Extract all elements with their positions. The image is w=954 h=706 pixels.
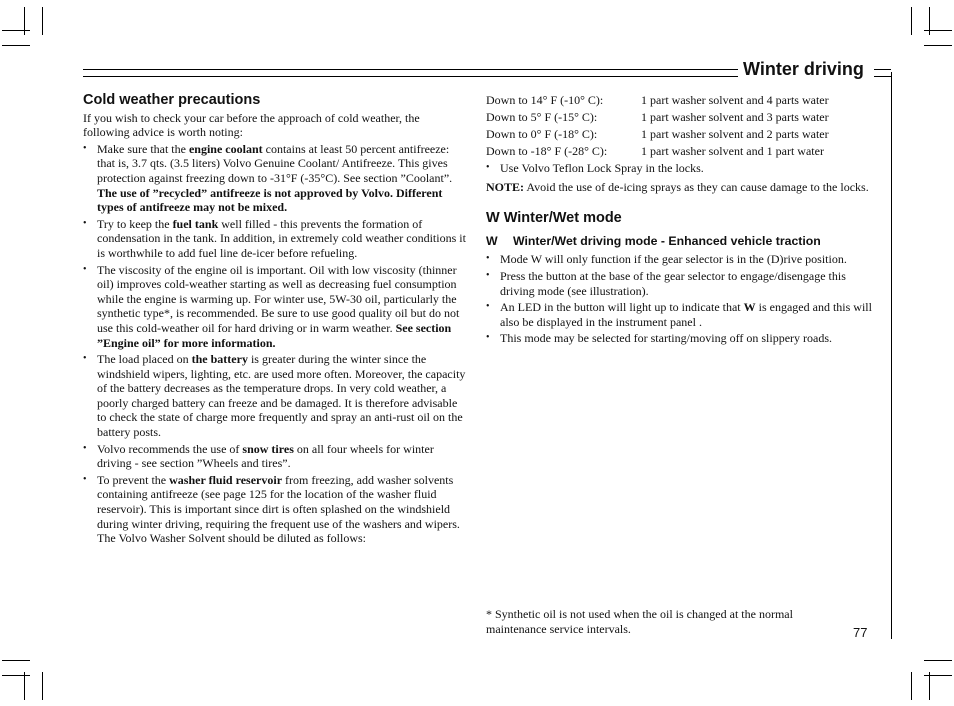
mode-sub-text: Winter/Wet driving mode - Enhanced vehicle traction [513, 233, 821, 248]
bold-text: engine coolant [188, 141, 263, 156]
header-rule-right [874, 69, 891, 77]
note-label: NOTE: [486, 179, 525, 194]
list-item [83, 473, 467, 546]
section-heading: Cold weather precautions [83, 92, 261, 108]
mode-heading: W Winter/Wet mode [486, 210, 622, 227]
precautions-list [83, 142, 467, 546]
list-item [486, 269, 874, 298]
bullet-icon: • [83, 217, 87, 229]
bold-text: W [743, 300, 756, 315]
note-text: Avoid the use of de-icing sprays as they can cause damage to the locks. [524, 179, 869, 194]
ratio-cell: 1 part washer solvent and 2 parts water [641, 126, 829, 141]
temp-cell: Down to 5° F (-15° C): [486, 109, 598, 124]
bullet-icon: • [486, 253, 490, 265]
list-text: To prevent the [97, 472, 170, 487]
bullet-icon: • [486, 332, 490, 344]
bullet-icon: • [83, 353, 87, 365]
ratio-cell: 1 part washer solvent and 3 parts water [641, 109, 829, 124]
list-item [486, 331, 874, 346]
crop-mark [929, 7, 930, 35]
list-item [486, 252, 874, 267]
crop-mark [924, 660, 952, 661]
mode-sub-key: W [486, 233, 498, 248]
crop-mark [911, 672, 912, 700]
bullet-icon: • [83, 263, 87, 275]
list-item [83, 352, 467, 440]
lock-bullet-text: Use Volvo Teflon Lock Spray in the locks. [500, 160, 704, 175]
page-number: 77 [853, 625, 868, 640]
right-column [486, 93, 874, 346]
footnote: * Synthetic oil is not used when the oil is changed at the normal maintenance service intervals. [486, 607, 793, 636]
list-item [83, 263, 467, 351]
list-text: well filled - this prevents the formation of condensation in the tank. In addition, in extremely cold weather conditions it is worthwhile to add fuel line de-icer before refueling. [97, 216, 466, 260]
crop-mark [2, 660, 30, 661]
lock-list [486, 161, 874, 176]
temp-cell: Down to -18° F (-28° C): [486, 143, 608, 158]
list-item [83, 442, 467, 471]
table-row [486, 93, 874, 108]
list-item [486, 161, 874, 176]
list-text: Press the button at the base of the gear selector to engage/disengage this driving mode (see illustration). [500, 268, 846, 298]
left-column [83, 93, 467, 546]
note-paragraph [486, 180, 874, 195]
list-text: This mode may be selected for starting/moving off on slippery roads. [500, 331, 833, 346]
table-row [486, 110, 874, 125]
temp-cell: Down to 0° F (-18° C): [486, 126, 598, 141]
bullet-icon: • [83, 142, 87, 154]
list-text: from freezing, add washer solvents containing antifreeze (see page 125 for the location of the washer fluid reservoir). This is important since dirt is often splashed on the windshield during winter driving, requiring the frequent use of the washers and wipers. The Volvo Washer Solvent should be diluted as follows: [97, 472, 460, 546]
header-rule [83, 69, 738, 77]
bold-text: fuel tank [172, 216, 219, 231]
list-text: is engaged and this will also be displayed in the instrument panel . [500, 300, 872, 329]
bold-text: the battery [191, 352, 248, 367]
list-text: contains at least 50 percent antifreeze: that is, 3.7 qts. (3.5 liters) Volvo Genuine Coolant/ Antifreeze. This gives protection against freezing down to -31°F (-35°C). See section ”Coolant”. [97, 141, 453, 185]
list-text: Mode W will only function if the gear selector is in the (D)rive position. [500, 252, 847, 267]
list-text: The viscosity of the engine oil is important. Oil with low viscosity (thinner oil) improves cold-weather starting as well as decreasing fuel consumption while the engine is warming up. For winter use, 5W-30 oil, particularly the synthetic type*, is recommended. Be sure to use good quality oil but do not use this cold-weather oil for hard driving or in warm weather. [97, 262, 460, 335]
crop-mark [2, 30, 30, 31]
list-text: An LED in the button will light up to indicate that [500, 300, 744, 315]
page-title: Winter driving [743, 59, 864, 79]
crop-mark [929, 672, 930, 700]
bullet-icon: • [486, 301, 490, 313]
bullet-icon: • [83, 442, 87, 454]
list-text: Try to keep the [97, 216, 173, 231]
crop-mark [2, 675, 30, 676]
temp-cell: Down to 14° F (-10° C): [486, 93, 604, 107]
list-item [83, 217, 467, 261]
bold-text: See section ”Engine oil” for more information. [97, 320, 452, 350]
right-margin-line [891, 72, 892, 639]
bullet-icon: • [83, 473, 87, 485]
dilution-table [486, 93, 874, 159]
crop-mark [42, 7, 43, 35]
mode-list [486, 252, 874, 346]
ratio-cell: 1 part washer solvent and 1 part water [641, 143, 824, 158]
bold-text: snow tires [242, 441, 294, 456]
bold-text: The use of ”recycled” antifreeze is not approved by Volvo. Different types of antifreeze may not be mixed. [97, 185, 443, 215]
crop-mark [911, 7, 912, 35]
list-text: on all four wheels for winter driving - see section ”Wheels and tires”. [97, 441, 434, 471]
bullet-icon: • [486, 269, 490, 281]
table-row [486, 144, 874, 159]
list-item [486, 300, 874, 329]
intro-paragraph: If you wish to check your car before the approach of cold weather, the following advice is worth noting: [83, 110, 420, 140]
crop-mark [42, 672, 43, 700]
crop-mark [924, 45, 952, 46]
list-item [83, 142, 467, 215]
crop-mark [24, 672, 25, 700]
list-text: Volvo recommends the use of [97, 441, 243, 456]
bullet-icon: • [486, 161, 490, 173]
list-text: Make sure that the [97, 141, 189, 156]
mode-subheading [486, 234, 874, 249]
list-text: The load placed on [97, 352, 192, 367]
crop-mark [2, 45, 30, 46]
bold-text: washer fluid reservoir [169, 472, 283, 487]
list-text: is greater during the winter since the windshield wipers, lighting, etc. are used more often. Moreover, the capacity of the battery decreases as the temperature drops. In very cold weather, a poorly charged battery can freeze and be damaged. It is therefore advisable to check the state of charge more frequently and spray an anti-rust oil on the battery posts. [97, 352, 466, 440]
crop-mark [24, 7, 25, 35]
table-row [486, 127, 874, 142]
ratio-cell: 1 part washer solvent and 4 parts water [641, 93, 829, 107]
